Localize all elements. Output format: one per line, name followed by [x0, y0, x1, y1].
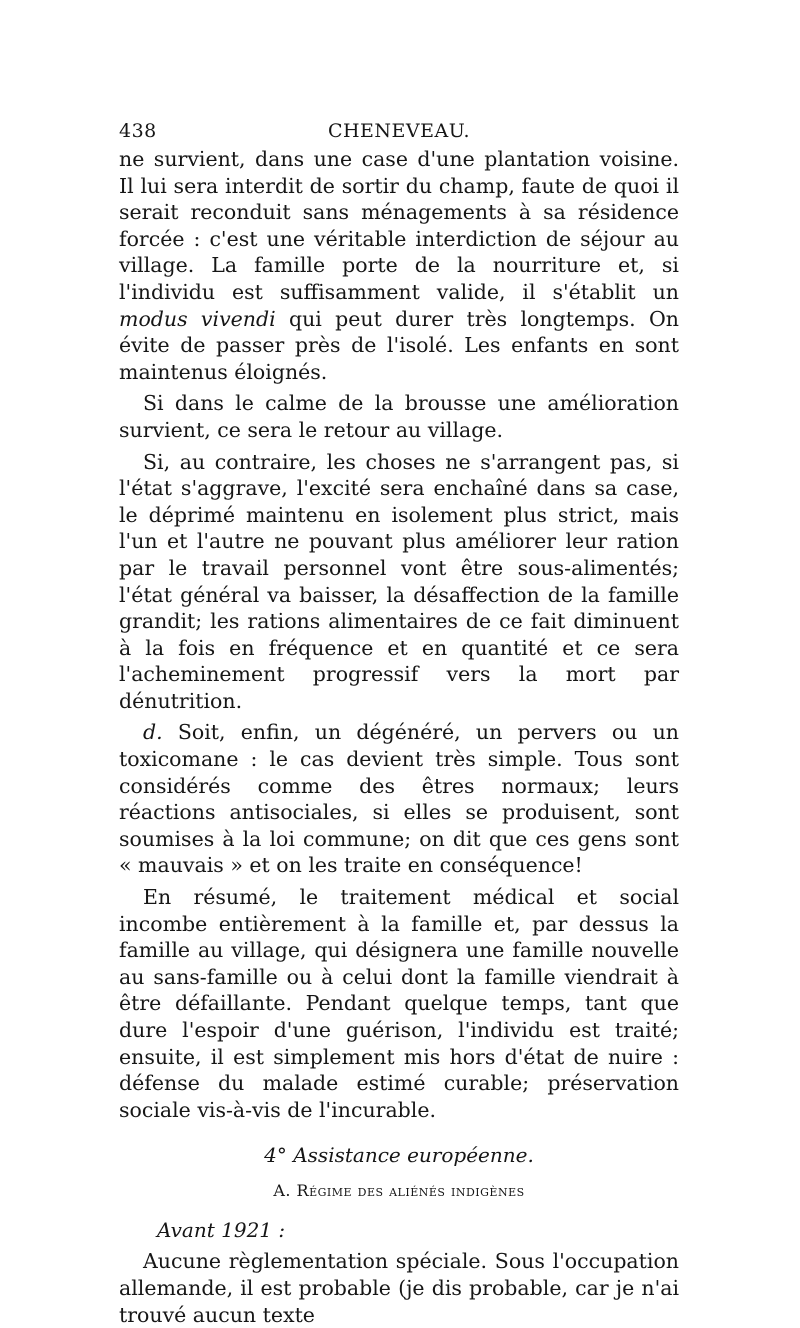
paragraph-1-text-b: qui peut durer très longtemps. On évite de passer près de l'isolé. Les enfants en sont maintenus éloignés. [119, 306, 679, 384]
paragraph-4-text: Soit, enfin, un dégénéré, un pervers ou un toxicomane : le cas devient très simple. Tous sont considérés comme des êtres normaux; leurs réactions antisociales, si elles se produisent, sont soumises à la loi commune; on dit que ces gens sont « mauvais » et on les traite en conséquence! [119, 720, 679, 878]
item-letter: d. [143, 720, 163, 745]
paragraph-5: En résumé, le traitement médical et social incombe entièrement à la famille et, par dessus la famille au village, qui désignera une famille nouvelle au sans-famille ou à celui dont la famille viendrait à être défaillante. Pendant quelque temps, tant que dure l'espoir d'une guérison, l'individu est traité; ensuite, il est simplement mis hors d'état de nuire : défense du malade estimé curable; préservation sociale vis-à-vis de l'incurable. [119, 885, 679, 1122]
period-heading: Avant 1921 : [157, 1218, 286, 1243]
section-heading: 4° Assistance européenne. [264, 1143, 534, 1168]
paragraph-2: Si dans le calme de la brousse une amélioration survient, ce sera le retour au village. [119, 391, 679, 442]
paragraph-4 [119, 719, 679, 879]
page-number: 438 [119, 120, 157, 142]
paragraph-6: Aucune règlementation spéciale. Sous l'occupation allemande, il est probable (je dis probable, car je n'ai trouvé aucun texte [119, 1249, 679, 1327]
subsection-heading: A. Régime des aliénés indigènes [273, 1181, 525, 1201]
paragraph-3: Si, au contraire, les choses ne s'arrangent pas, si l'état s'aggrave, l'excité sera enchaîné dans sa case, le déprimé maintenu en isolement plus strict, mais l'un et l'autre ne pouvant plus améliorer leur ration par le travail personnel vont être sous-alimentés; l'état général va baisser, la désaffection de la famille grandit; les rations alimentaires de ce fait diminuent à la fois en fréquence et en quantité et ce sera l'acheminement progressif vers la mort par dénutrition. [119, 449, 679, 713]
book-page [119, 112, 679, 1328]
paragraph-1-text-a: ne survient, dans une case d'une plantation voisine. Il lui sera interdit de sortir du champ, faute de quoi il serait reconduit sans ménagements à sa résidence forcée : c'est une véritable interdiction de séjour au village. La famille porte de la nourriture et, si l'individu est suffisamment valide, il s'établit un [119, 147, 679, 304]
running-title: CHENEVEAU. [327, 120, 471, 142]
running-head [119, 112, 679, 146]
paragraph-1 [119, 146, 679, 385]
latin-phrase: modus vivendi [119, 306, 276, 331]
